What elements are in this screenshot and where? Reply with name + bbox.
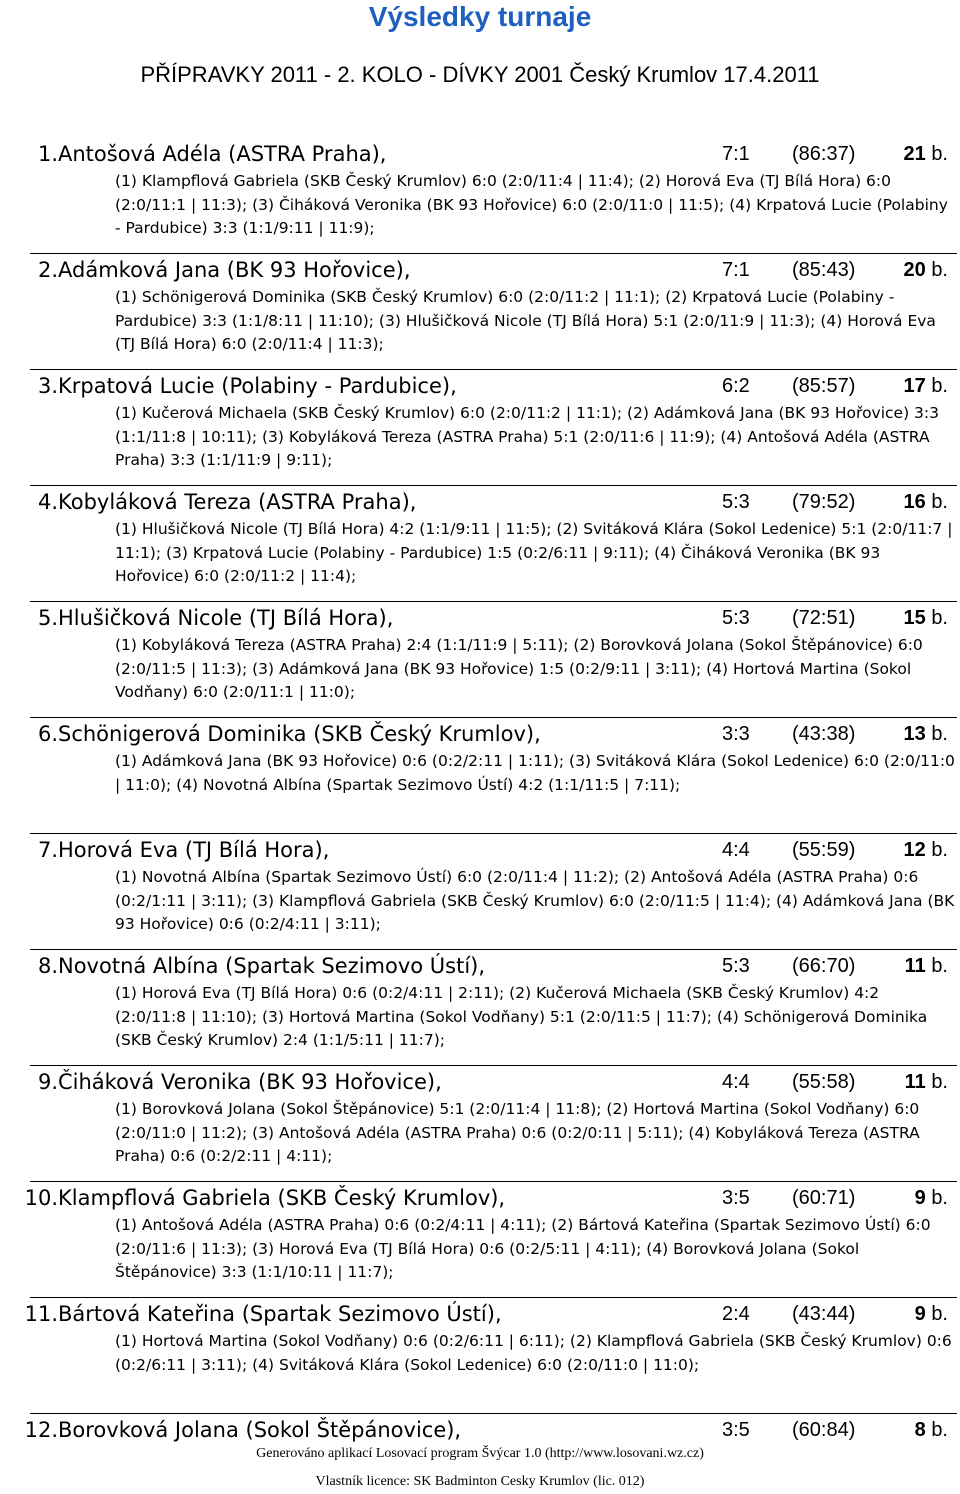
- result-entry: [0, 370, 960, 486]
- points: [904, 375, 949, 398]
- points-value: 15: [903, 607, 926, 629]
- points-value: 9: [914, 1187, 926, 1209]
- match-score: 5:3: [722, 955, 750, 977]
- points-suffix: b.: [931, 839, 948, 861]
- match-details: (1) Borovková Jolana (Sokol Štěpánovice) 5:1 (2:0/11:4 | 11:8); (2) Hortová Martina (Sokol Vodňany) 6:0 (2:0/11:0 | 11:2); (3) Antošová Adéla (ASTRA Praha) 0:6 (0:2/0:11 | 5:11); (4) Kobyláková Tereza (ASTRA Praha) 0:6 (0:2/2:11 | 4:11);: [115, 1100, 920, 1165]
- rank: 11.: [24, 1302, 58, 1326]
- match-details: (1) Hlušičková Nicole (TJ Bílá Hora) 4:2 (1:1/9:11 | 11:5); (2) Svitáková Klára (Sokol Ledenice) 5:1 (2:0/11:7 | 11:1); (3) Krpatová Lucie (Polabiny - Pardubice) 1:5 (0:2/6:11 | 9:11); (4) Čiháková Veronika (BK 93 Hořovice) 6:0 (2:0/11:2 | 11:4);: [115, 520, 953, 585]
- tournament-subtitle: PŘÍPRAVKY 2011 - 2. KOLO - DÍVKY 2001 Český Krumlov 17.4.2011: [140, 62, 820, 87]
- match-score: 5:3: [722, 607, 750, 629]
- rank: 2.: [37, 258, 58, 282]
- result-entry: [0, 1414, 960, 1474]
- points-suffix: b.: [931, 607, 948, 629]
- match-details: (1) Novotná Albína (Spartak Sezimovo Ústí) 6:0 (2:0/11:4 | 11:2); (2) Antošová Adéla (ASTRA Praha) 0:6 (0:2/1:11 | 3:11); (3) Klampflová Gabriela (SKB Český Krumlov) 6:0 (2:0/11:5 | 11:4); (4) Adámková Jana (BK 93 Hořovice) 0:6 (0:2/4:11 | 3:11);: [115, 868, 955, 933]
- sets-score: (79:52): [792, 491, 856, 513]
- match-details: (1) Klampflová Gabriela (SKB Český Krumlov) 6:0 (2:0/11:4 | 11:4); (2) Horová Eva (TJ Bílá Hora) 6:0 (2:0/11:1 | 11:3); (3) Čiháková Veronika (BK 93 Hořovice) 6:0 (2:0/11:0 | 11:5); (4) Krpatová Lucie (Polabiny - Pardubice) 3:3 (1:1/9:11 | 11:9);: [115, 172, 948, 237]
- match-details: (1) Adámková Jana (BK 93 Hořovice) 0:6 (0:2/2:11 | 1:11); (3) Svitáková Klára (Sokol Ledenice) 6:0 (2:0/11:0 | 11:0); (4) Novotná Albína (Spartak Sezimovo Ústí) 4:2 (1:1/11:5 | 7:11);: [115, 752, 955, 794]
- result-entry: [0, 138, 960, 254]
- points: [904, 723, 949, 746]
- player-name: Antošová Adéla (ASTRA Praha),: [58, 142, 387, 166]
- player-name: Kobyláková Tereza (ASTRA Praha),: [58, 490, 417, 514]
- player-name: Hlušičková Nicole (TJ Bílá Hora),: [58, 606, 394, 630]
- rank: 5.: [37, 606, 58, 630]
- match-details: (1) Schönigerová Dominika (SKB Český Krumlov) 6:0 (2:0/11:2 | 11:1); (2) Krpatová Lucie (Polabiny - Pardubice) 3:3 (1:1/8:11 | 11:10); (3) Hlušičková Nicole (TJ Bílá Hora) 5:1 (2:0/11:9 | 11:3); (4) Horová Eva (TJ Bílá Hora) 6:0 (2:0/11:4 | 11:3);: [115, 288, 936, 353]
- points-value: 21: [903, 143, 926, 165]
- points-suffix: b.: [931, 723, 948, 745]
- player-name: Klampflová Gabriela (SKB Český Krumlov),: [58, 1186, 506, 1210]
- player-name: Krpatová Lucie (Polabiny - Pardubice),: [58, 374, 457, 398]
- match-score: 7:1: [722, 259, 750, 281]
- match-score: 4:4: [722, 1071, 750, 1093]
- result-entry: [0, 718, 960, 834]
- points-value: 11: [904, 955, 926, 977]
- points: [904, 491, 949, 514]
- result-entry: [0, 1182, 960, 1298]
- match-score: 3:5: [722, 1419, 750, 1441]
- points: [905, 955, 948, 978]
- points-value: 12: [903, 839, 926, 861]
- result-entry: [0, 950, 960, 1066]
- points-value: 11: [904, 1071, 926, 1093]
- results-list: [0, 138, 960, 1474]
- points-value: 9: [914, 1303, 926, 1325]
- match-score: 5:3: [722, 491, 750, 513]
- points-suffix: b.: [931, 491, 948, 513]
- points: [904, 259, 949, 282]
- result-entry: [0, 602, 960, 718]
- points: [915, 1303, 948, 1326]
- match-score: 7:1: [722, 143, 750, 165]
- rank: 12.: [24, 1418, 58, 1442]
- match-details: (1) Kobyláková Tereza (ASTRA Praha) 2:4 (1:1/11:9 | 5:11); (2) Borovková Jolana (Sokol Štěpánovice) 6:0 (2:0/11:5 | 11:3); (3) Adámková Jana (BK 93 Hořovice) 1:5 (0:2/9:11 | 3:11); (4) Hortová Martina (Sokol Vodňany) 6:0 (2:0/11:1 | 11:0);: [115, 636, 923, 701]
- result-entry: [0, 254, 960, 370]
- match-details: (1) Antošová Adéla (ASTRA Praha) 0:6 (0:2/4:11 | 4:11); (2) Bártová Kateřina (Spartak Sezimovo Ústí) 6:0 (2:0/11:6 | 11:3); (3) Horová Eva (TJ Bílá Hora) 0:6 (0:2/5:11 | 4:11); (4) Borovková Jolana (Sokol Štěpánovice) 3:3 (1:1/10:11 | 11:7);: [115, 1216, 931, 1281]
- sets-score: (86:37): [792, 143, 856, 165]
- points-suffix: b.: [931, 375, 948, 397]
- points-suffix: b.: [931, 1419, 948, 1441]
- rank: 8.: [37, 954, 58, 978]
- match-score: 3:3: [722, 723, 750, 745]
- sets-score: (60:71): [792, 1187, 856, 1209]
- footer-license: Vlastník licence: SK Badminton Cesky Krumlov (lic. 012): [315, 1474, 645, 1489]
- points-value: 8: [914, 1419, 926, 1441]
- player-name: Čiháková Veronika (BK 93 Hořovice),: [58, 1070, 442, 1094]
- points: [915, 1187, 948, 1210]
- rank: 9.: [37, 1070, 58, 1094]
- player-name: Borovková Jolana (Sokol Štěpánovice),: [58, 1418, 462, 1442]
- sets-score: (43:38): [792, 723, 856, 745]
- match-score: 4:4: [722, 839, 750, 861]
- points-suffix: b.: [931, 1187, 948, 1209]
- sets-score: (66:70): [792, 955, 856, 977]
- match-score: 6:2: [722, 375, 750, 397]
- rank: 1.: [37, 142, 58, 166]
- match-details: (1) Hortová Martina (Sokol Vodňany) 0:6 (0:2/6:11 | 6:11); (2) Klampflová Gabriela (SKB Český Krumlov) 0:6 (0:2/6:11 | 3:11); (4) Svitáková Klára (Sokol Ledenice) 6:0 (2:0/11:0 | 11:0);: [115, 1332, 952, 1374]
- player-name: Bártová Kateřina (Spartak Sezimovo Ústí),: [58, 1302, 502, 1326]
- result-entry: [0, 1066, 960, 1182]
- sets-score: (55:58): [792, 1071, 856, 1093]
- rank: 6.: [37, 722, 58, 746]
- points-suffix: b.: [931, 1071, 948, 1093]
- points-suffix: b.: [931, 1303, 948, 1325]
- points-value: 13: [903, 723, 926, 745]
- player-name: Schönigerová Dominika (SKB Český Krumlov),: [58, 722, 541, 746]
- points-suffix: b.: [931, 143, 948, 165]
- match-details: (1) Horová Eva (TJ Bílá Hora) 0:6 (0:2/4:11 | 2:11); (2) Kučerová Michaela (SKB Český Krumlov) 4:2 (2:0/11:8 | 11:10); (3) Hortová Martina (Sokol Vodňany) 5:1 (2:0/11:5 | 11:7); (4) Schönigerová Dominika (SKB Český Krumlov) 2:4 (1:1/5:11 | 11:7);: [115, 984, 928, 1049]
- player-name: Novotná Albína (Spartak Sezimovo Ústí),: [58, 954, 486, 978]
- points: [905, 1071, 948, 1094]
- match-details: (1) Kučerová Michaela (SKB Český Krumlov) 6:0 (2:0/11:2 | 11:1); (2) Adámková Jana (BK 93 Hořovice) 3:3 (1:1/11:8 | 10:11); (3) Kobyláková Tereza (ASTRA Praha) 5:1 (2:0/11:6 | 11:9); (4) Antošová Adéla (ASTRA Praha) 3:3 (1:1/11:9 | 9:11);: [115, 404, 940, 469]
- sets-score: (55:59): [792, 839, 856, 861]
- result-entry: [0, 1298, 960, 1414]
- points-value: 20: [903, 259, 926, 281]
- points: [904, 607, 949, 630]
- result-entry: [0, 834, 960, 950]
- points: [915, 1419, 948, 1442]
- sets-score: (85:43): [792, 259, 856, 281]
- player-name: Horová Eva (TJ Bílá Hora),: [58, 838, 330, 862]
- points: [904, 143, 949, 166]
- points-value: 16: [903, 491, 926, 513]
- rank: 7.: [37, 838, 58, 862]
- points-suffix: b.: [931, 259, 948, 281]
- result-entry: [0, 486, 960, 602]
- match-score: 3:5: [722, 1187, 750, 1209]
- points: [904, 839, 949, 862]
- player-name: Adámková Jana (BK 93 Hořovice),: [58, 258, 411, 282]
- sets-score: (60:84): [792, 1419, 856, 1441]
- sets-score: (72:51): [792, 607, 856, 629]
- footer-generated: Generováno aplikací Losovací program Švýcar 1.0 (http://www.losovani.wz.cz): [256, 1446, 704, 1461]
- points-value: 17: [903, 375, 926, 397]
- rank: 10.: [24, 1186, 58, 1210]
- page-title: Výsledky turnaje: [368, 1, 592, 32]
- sets-score: (85:57): [792, 375, 856, 397]
- rank: 4.: [37, 490, 58, 514]
- sets-score: (43:44): [792, 1303, 856, 1325]
- match-score: 2:4: [722, 1303, 750, 1325]
- rank: 3.: [37, 374, 58, 398]
- points-suffix: b.: [931, 955, 948, 977]
